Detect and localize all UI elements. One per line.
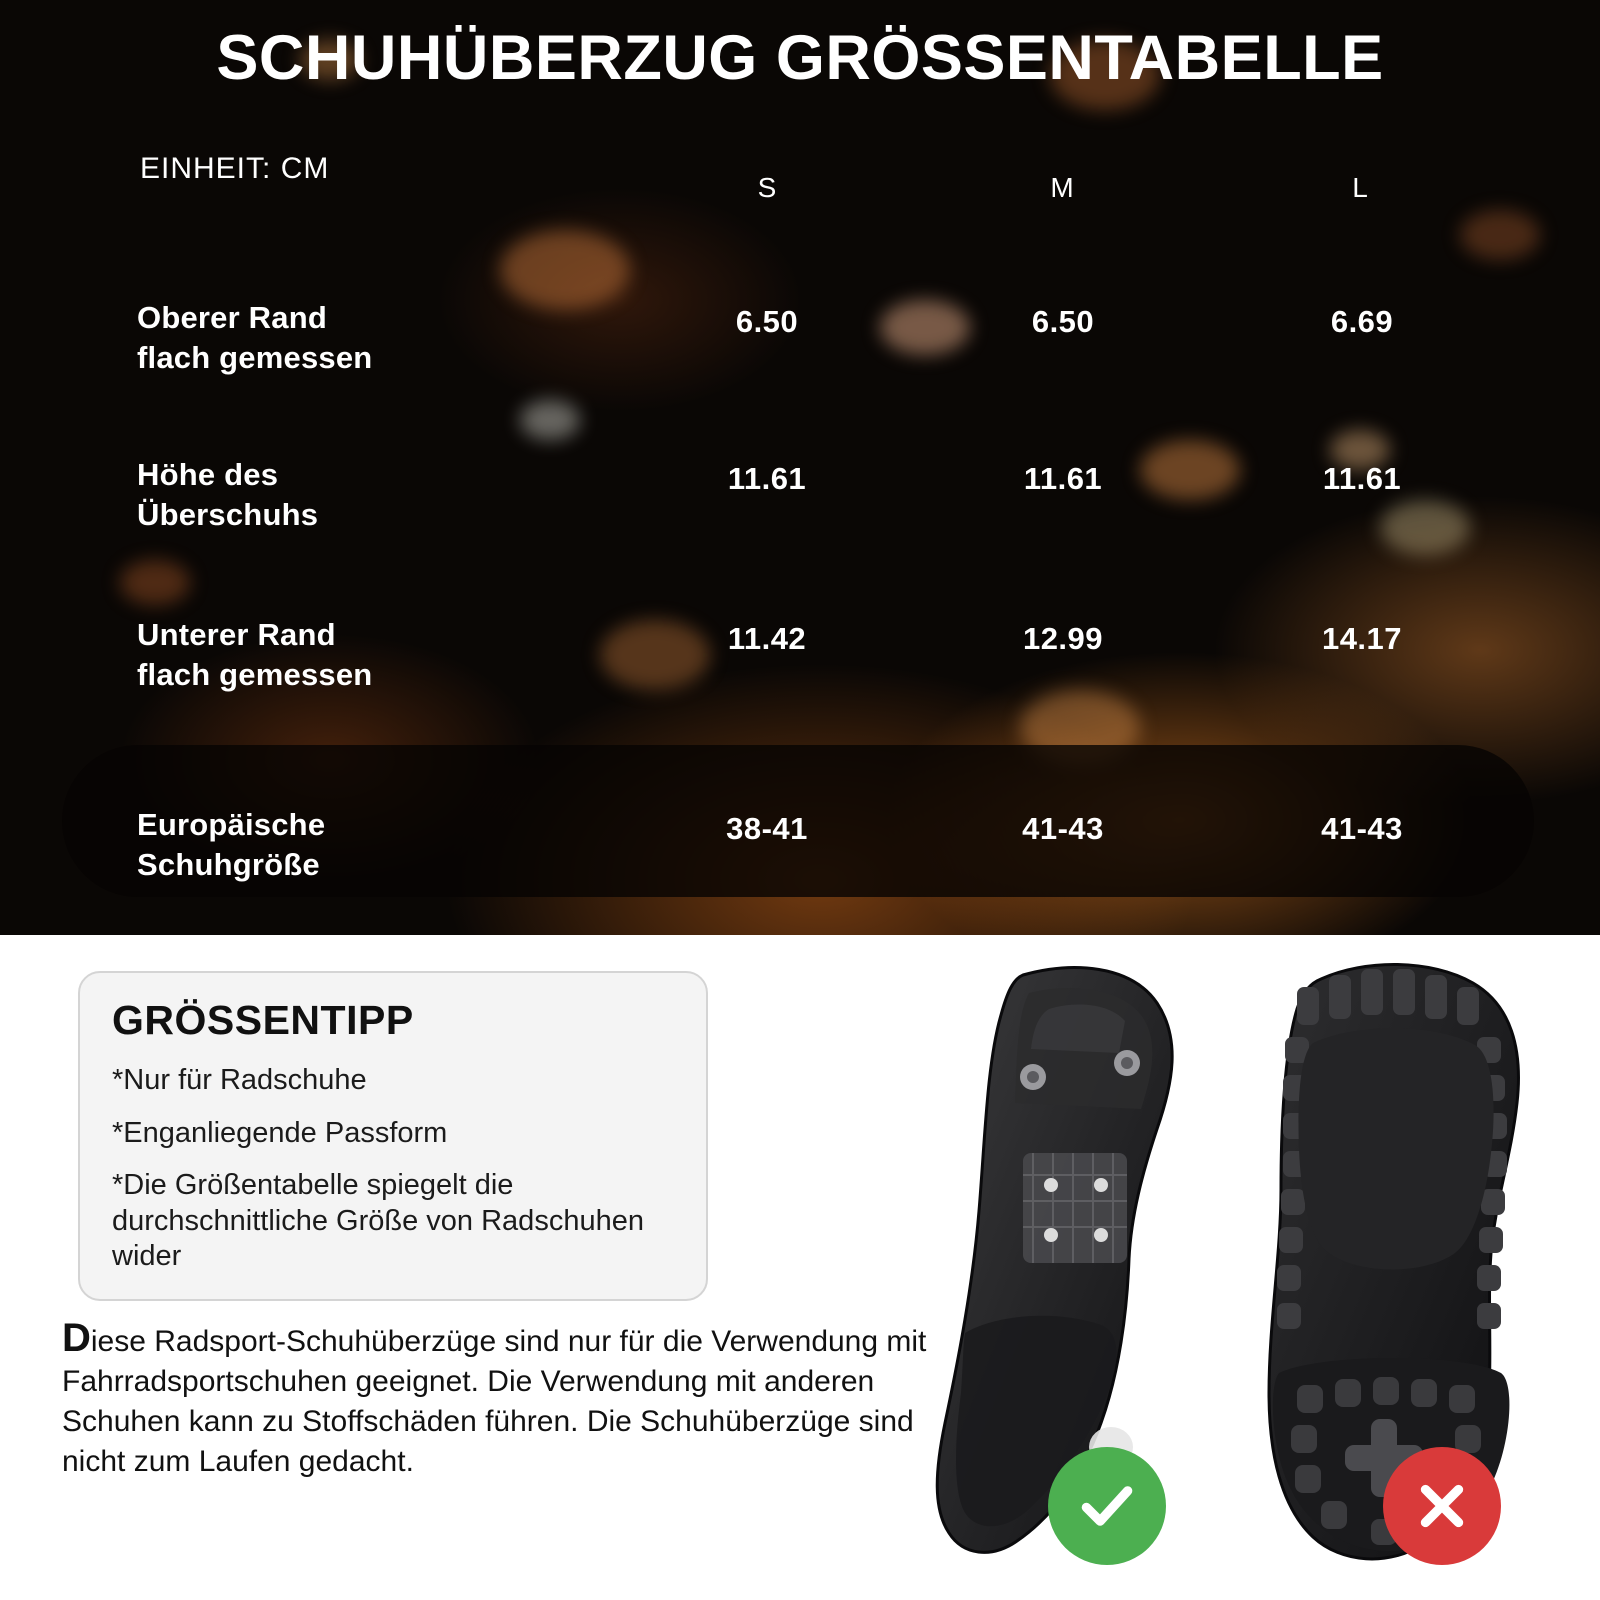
- sizing-tip-item: *Die Größentabelle spiegelt die durchschnittliche Größe von Radschuhen wider: [112, 1169, 644, 1272]
- bokeh-decoration: [1380, 500, 1470, 555]
- unit-label: EINHEIT: CM: [140, 152, 330, 185]
- bokeh-decoration: [120, 560, 190, 605]
- rejected-badge: [1383, 1447, 1501, 1565]
- sizing-tip-item: *Enganliegende Passform: [112, 1117, 448, 1150]
- row-label-line2: flach gemessen: [137, 656, 373, 692]
- bokeh-decoration: [500, 230, 630, 310]
- row-label-line2: flach gemessen: [137, 339, 373, 375]
- sizing-tip-item: *Nur für Radschuhe: [112, 1064, 367, 1096]
- row-label: [137, 805, 325, 884]
- cross-icon: [1409, 1473, 1475, 1539]
- bokeh-decoration: [520, 400, 580, 440]
- check-icon: [1074, 1473, 1140, 1539]
- approved-badge: [1048, 1447, 1166, 1565]
- cell-s: 11.61: [727, 461, 807, 496]
- cell-m: 11.61: [1023, 461, 1103, 496]
- cell-l: 41-43: [1321, 811, 1403, 846]
- cell-m: 12.99: [1022, 621, 1104, 656]
- row-label-line1: Oberer Rand: [137, 300, 327, 335]
- row-label: [137, 615, 372, 694]
- column-header-m: M: [1050, 172, 1074, 203]
- cell-m: 6.50: [1031, 304, 1095, 339]
- bokeh-decoration: [1460, 210, 1540, 260]
- cell-s: 11.42: [727, 621, 807, 656]
- cell-s: 38-41: [726, 811, 808, 846]
- paragraph-dropcap: D: [62, 1316, 91, 1360]
- disclaimer-paragraph: [62, 1316, 932, 1482]
- row-label-line2: Überschuhs: [137, 496, 319, 532]
- cell-m: 41-43: [1022, 811, 1104, 846]
- info-panel: [0, 935, 1600, 1600]
- row-label: [137, 298, 372, 377]
- sizing-tip-box: [78, 971, 708, 1301]
- page-title: SCHUHÜBERZUG GRÖSSENTABELLE: [216, 23, 1384, 93]
- row-label-line1: Unterer Rand: [137, 617, 336, 652]
- column-header-s: S: [757, 172, 777, 203]
- cell-l: 14.17: [1321, 621, 1403, 656]
- cell-l: 11.61: [1322, 461, 1402, 496]
- bokeh-decoration: [880, 300, 970, 355]
- sizing-tip-title: GRÖSSENTIPP: [112, 997, 414, 1043]
- row-label-line2: Schuhgröße: [137, 846, 320, 882]
- paragraph-text: iese Radsport-Schuhüberzüge sind nur für die Verwendung mit Fahrradsportschuhen geeignet. Die Verwendung mit anderen Schuhen kann zu Stoffschäden führen. Die Schuhüberzüge sind nicht zum Laufen gedacht.: [62, 1325, 927, 1478]
- row-label-line1: Höhe des: [137, 457, 279, 492]
- row-label: [137, 455, 318, 534]
- cell-s: 6.50: [735, 304, 799, 339]
- cell-l: 6.69: [1330, 304, 1394, 339]
- column-header-l: L: [1352, 172, 1368, 203]
- row-label-line1: Europäische: [137, 807, 326, 842]
